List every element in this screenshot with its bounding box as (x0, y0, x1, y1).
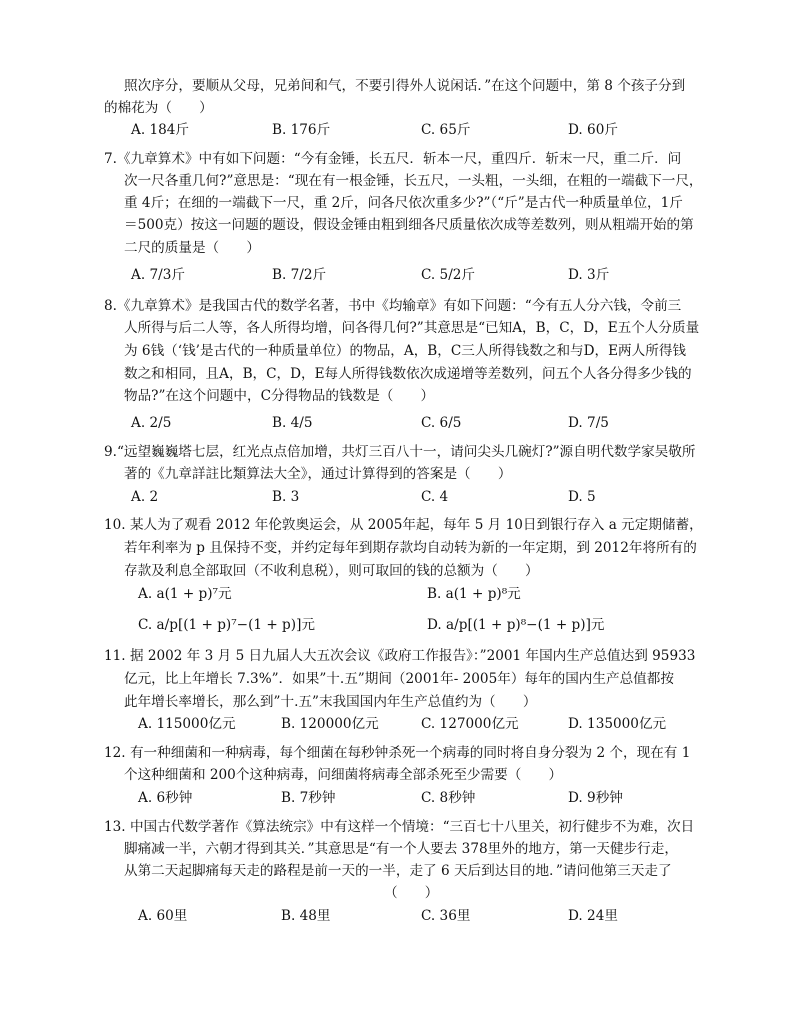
question-7-text-line: 重 4斤；在细的一端截下一尺，重 2斤，问各尺依次重多少?”（“斤”是古代一种质量单位，1斤 (124, 195, 683, 211)
question-13-option-a[interactable]: A. 60里 (138, 908, 188, 924)
question-10-option-b[interactable]: B. a(1 + p)⁸元 (427, 586, 521, 602)
question-11-option-b[interactable]: B. 120000亿元 (281, 716, 379, 732)
question-12-option-d[interactable]: D. 9秒钟 (568, 790, 623, 806)
question-8-text-line: 8.《九章算术》是我国古代的数学名著，书中《均输章》有如下问题：“今有五人分六钱，令前三 (104, 298, 682, 314)
question-8-option-b[interactable]: B. 4/5 (272, 415, 313, 431)
question-7-option-a[interactable]: A. 7/3斤 (131, 267, 185, 283)
question-6-text-line: 照次序分，要顺从父母，兄弟间和气，不要引得外人说闲话．”在这个问题中，第 8 个孩子分到 (124, 78, 686, 94)
question-13-option-b[interactable]: B. 48里 (281, 908, 331, 924)
question-11-option-a[interactable]: A. 115000亿元 (138, 716, 236, 732)
question-12-option-b[interactable]: B. 7秒钟 (281, 790, 336, 806)
question-11-text-line: 此年增长率增长，那么到”十.五”末我国国内年生产总值约为（ ） (124, 694, 537, 710)
question-9-option-c[interactable]: C. 4 (421, 489, 449, 505)
question-10-option-d[interactable]: D. a/p[(1 + p)⁸−(1 + p)]元 (427, 617, 605, 633)
question-8-text-line: 物品?”在这个问题中，C分得物品的钱数是（ ） (124, 388, 435, 404)
question-13-option-c[interactable]: C. 36里 (421, 908, 471, 924)
question-7-text-line: 次一尺各重几何?”意思是：“现在有一根金锤，长五尺，一头粗，一头细，在粗的一端截下一尺， (124, 173, 703, 189)
question-7-text-line: 7.《九章算术》中有如下问题：“今有金锤，长五尺．斩本一尺，重四斤．斩末一尺，重二斤．问 (104, 151, 682, 167)
question-11-option-d[interactable]: D. 135000亿元 (568, 716, 667, 732)
question-13-text-line: 13. 中国古代数学著作《算法统宗》中有这样一个情境：“三百七十八里关，初行健步不为难，次日 (104, 819, 695, 835)
question-9-option-b[interactable]: B. 3 (272, 489, 300, 505)
question-10-text-line: 若年利率为 p 且保持不变，并约定每年到期存款均自动转为新的一年定期，到 2012年将所有的 (124, 540, 697, 556)
question-8-text-line: 人所得与后二人等，各人所得均增，问各得几何?”其意思是“已知A，B，C，D，E五个人分质量 (124, 320, 700, 336)
question-6-option-a[interactable]: A. 184斤 (131, 122, 189, 138)
question-11-text-line: 亿元，比上年增长 7.3%”．如果”十.五”期间（2001年- 2005年）每年的国内生产总值都按 (124, 671, 674, 687)
question-10-option-c[interactable]: C. a/p[(1 + p)⁷−(1 + p)]元 (138, 617, 315, 633)
question-12-text-line: 12. 有一种细菌和一种病毒，每个细菌在每秒钟杀死一个病毒的同时将自身分裂为 2 个，现在有 1 (104, 745, 691, 761)
question-13-option-d[interactable]: D. 24里 (568, 908, 618, 924)
question-7-option-b[interactable]: B. 7/2斤 (272, 267, 327, 283)
question-8-option-c[interactable]: C. 6/5 (421, 415, 462, 431)
question-13-answer-blank: （ ） (384, 885, 439, 901)
question-9-text-line: 著的《九章詳註比類算法大全》，通过计算得到的答案是（ ） (124, 466, 512, 482)
question-10-text-line: 10. 某人为了观看 2012 年伦敦奥运会，从 2005年起，每年 5 月 10日到银行存入 a 元定期储蓄， (104, 517, 703, 533)
question-11-option-c[interactable]: C. 127000亿元 (421, 716, 519, 732)
question-9-option-a[interactable]: A. 2 (131, 489, 159, 505)
question-13-text-line: 从第二天起脚痛每天走的路程是前一天的一半，走了 6 天后到达目的地．”请问他第三天走了 (124, 863, 672, 879)
question-6-option-d[interactable]: D. 60斤 (568, 122, 618, 138)
question-9-text-line: 9.“远望巍巍塔七层，红光点点倍加增，共灯三百八十一，请问尖头几碗灯?”源自明代数学家吴敬所 (104, 444, 696, 460)
question-8-text-line: 为 6钱（‘钱’是古代的一种质量单位）的物品，A，B，C三人所得钱数之和与D，E两人所得钱 (124, 343, 687, 359)
question-8-option-d[interactable]: D. 7/5 (568, 415, 609, 431)
question-8-option-a[interactable]: A. 2/5 (131, 415, 172, 431)
question-6-option-c[interactable]: C. 65斤 (421, 122, 471, 138)
question-7-text-line: 二尺的质量是（ ） (124, 240, 260, 256)
question-9-option-d[interactable]: D. 5 (568, 489, 596, 505)
question-8-text-line: 数之和相同，且A，B，C，D，E每人所得钱数依次成递增等差数列，问五个人各分得多少钱的 (124, 366, 692, 382)
question-6-text-line: 的棉花为（ ） (104, 100, 213, 116)
question-13-text-line: 脚痛减一半，六朝才得到其关．”其意思是“有一个人要去 378里外的地方，第一天健步行走， (124, 841, 678, 857)
question-12-option-a[interactable]: A. 6秒钟 (138, 790, 193, 806)
question-10-option-a[interactable]: A. a(1 + p)⁷元 (138, 586, 232, 602)
question-7-option-c[interactable]: C. 5/2斤 (421, 267, 476, 283)
question-7-option-d[interactable]: D. 3斤 (568, 267, 610, 283)
question-12-text-line: 个这种细菌和 200个这种病毒，问细菌将病毒全部杀死至少需要（ ） (124, 767, 563, 783)
question-11-text-line: 11. 据 2002 年 3 月 5 日九届人大五次会议《政府工作报告》：”2001 年国内生产总值达到 95933 (104, 648, 696, 664)
question-10-text-line: 存款及利息全部取回（不收利息税），则可取回的钱的总额为（ ） (124, 563, 539, 579)
question-12-option-c[interactable]: C. 8秒钟 (421, 790, 476, 806)
question-6-option-b[interactable]: B. 176斤 (272, 122, 331, 138)
question-7-text-line: ＝500克）按这一问题的题设，假设金锤由粗到细各尺质量依次成等差数列，则从粗端开始的第 (124, 217, 694, 233)
